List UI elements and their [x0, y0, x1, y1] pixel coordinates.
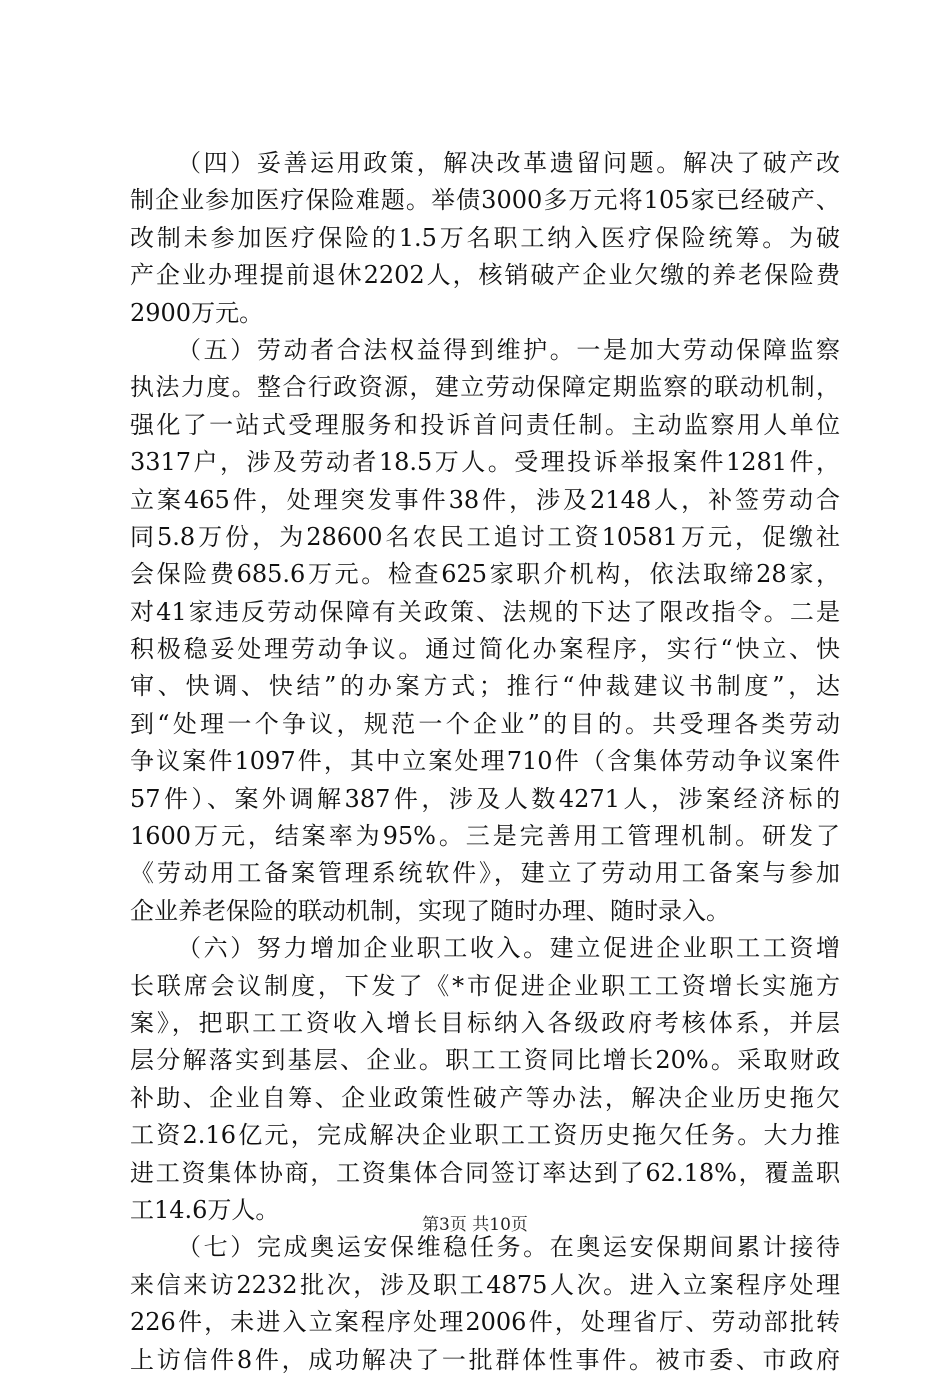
paragraph-line: 226件，未进入立案程序处理2006件，处理省厅、劳动部批转 — [130, 1308, 840, 1337]
page-number-footer: 第3页 共10页 — [422, 1215, 528, 1235]
paragraph-line: （六）努力增加企业职工收入。建立促进企业职工工资增 — [177, 934, 840, 963]
paragraph-line: 长联席会议制度，下发了《*市促进企业职工工资增长实施方 — [130, 971, 840, 1000]
paragraph-line: 执法力度。整合行政资源，建立劳动保障定期监察的联动机制， — [130, 373, 840, 402]
paragraph-line: （五）劳动者合法权益得到维护。一是加大劳动保障监察 — [177, 335, 840, 364]
paragraph-line: 制企业参加医疗保险难题。举债3000多万元将105家已经破产、 — [130, 186, 840, 215]
paragraph-line: 《劳动用工备案管理系统软件》，建立了劳动用工备案与参加 — [130, 859, 840, 888]
paragraph-line: 工14.6万人。 — [130, 1195, 280, 1224]
paragraph-line: 案》，把职工工资收入增长目标纳入各级政府考核体系，并层 — [130, 1008, 840, 1037]
paragraph-line: 立案465件，处理突发事件38件，涉及2148人，补签劳动合 — [130, 485, 840, 514]
paragraph-line: 会保险费685.6万元。检查625家职介机构，依法取缔28家， — [130, 560, 840, 589]
paragraph-line: 1600万元，结案率为95%。三是完善用工管理机制。研发了 — [130, 822, 840, 851]
paragraph-line: （四）妥善运用政策，解决改革遗留问题。解决了破产改 — [177, 149, 840, 177]
paragraph-line: 到“处理一个争议，规范一个企业”的目的。共受理各类劳动 — [130, 709, 840, 738]
paragraph-line: 改制未参加医疗保险的1.5万名职工纳入医疗保险统筹。为破 — [130, 223, 840, 252]
paragraph-line: 审、快调、快结”的办案方式；推行“仲裁建议书制度”，达 — [130, 672, 840, 701]
paragraph-line: 进工资集体协商，工资集体合同签订率达到了62.18%，覆盖职 — [130, 1158, 840, 1187]
paragraph-line: 争议案件1097件，其中立案处理710件（含集体劳动争议案件 — [130, 747, 840, 776]
paragraph-line: 来信来访2232批次，涉及职工4875人次。进入立案程序处理 — [130, 1270, 840, 1299]
paragraph-line: 企业养老保险的联动机制，实现了随时办理、随时录入。 — [130, 896, 730, 925]
paragraph-line: （七）完成奥运安保维稳任务。在奥运安保期间累计接待 — [177, 1233, 840, 1262]
paragraph-line: 产企业办理提前退休2202人，核销破产企业欠缴的养老保险费 — [130, 261, 840, 290]
paragraph-line: 积极稳妥处理劳动争议。通过简化办案程序，实行“快立、快 — [130, 635, 840, 664]
paragraph-line: 同5.8万份，为28600名农民工追讨工资10581万元，促缴社 — [130, 522, 840, 551]
document-body — [130, 145, 840, 1379]
paragraph-line: 上访信件8件，成功解决了一批群体性事件。被市委、市政府 — [130, 1345, 840, 1374]
paragraph-line: 强化了一站式受理服务和投诉首问责任制。主动监察用人单位 — [130, 410, 840, 439]
paragraph-line: 2900万元。 — [130, 298, 264, 327]
paragraph-line: 补助、企业自筹、企业政策性破产等办法，解决企业历史拖欠 — [130, 1083, 840, 1112]
paragraph-line: 57件）、案外调解387件，涉及人数4271人，涉案经济标的 — [130, 784, 840, 813]
paragraph-line: 对41家违反劳动保障有关政策、法规的下达了限改指令。二是 — [130, 597, 840, 626]
paragraph-line: 层分解落实到基层、企业。职工工资同比增长20%。采取财政 — [130, 1046, 840, 1075]
paragraph-line: 工资2.16亿元，完成解决企业职工工资历史拖欠任务。大力推 — [130, 1121, 840, 1150]
paragraph-line: 3317户，涉及劳动者18.5万人。受理投诉举报案件1281件， — [130, 448, 840, 477]
